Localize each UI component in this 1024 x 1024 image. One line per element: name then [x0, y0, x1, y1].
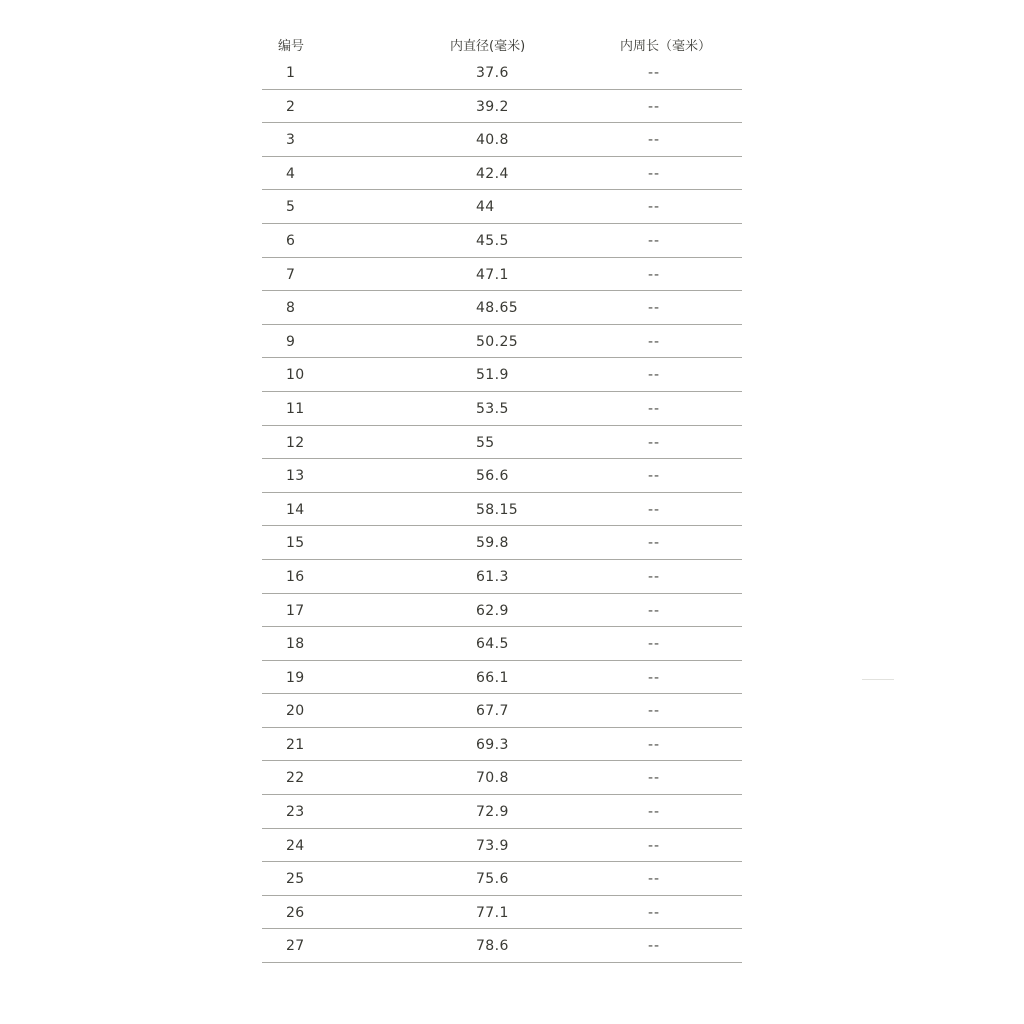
cell-number: 6: [286, 232, 296, 249]
cell-inner-circumference: --: [648, 266, 661, 283]
cell-inner-diameter: 37.6: [476, 65, 509, 81]
cell-number: 2: [286, 98, 296, 115]
table-row: [262, 728, 742, 762]
cell-inner-circumference: --: [648, 132, 661, 149]
header-number: 编号: [278, 39, 305, 54]
cell-inner-diameter: 75.6: [476, 871, 509, 888]
cell-number: 15: [286, 535, 305, 552]
table-row: [262, 661, 742, 695]
cell-inner-diameter: 77.1: [476, 904, 509, 921]
cell-inner-circumference: --: [648, 871, 661, 888]
table-row: [262, 258, 742, 292]
cell-inner-diameter: 39.2: [476, 98, 509, 115]
cell-number: 10: [286, 367, 305, 384]
table-row: [262, 224, 742, 258]
cell-inner-diameter: 44: [476, 199, 495, 216]
cell-inner-circumference: --: [648, 98, 661, 115]
table-row: [262, 694, 742, 728]
cell-inner-diameter: 45.5: [476, 232, 509, 249]
cell-inner-circumference: --: [648, 333, 661, 350]
cell-inner-circumference: --: [648, 199, 661, 216]
cell-inner-circumference: --: [648, 636, 661, 653]
cell-number: 13: [286, 468, 305, 485]
cell-inner-diameter: 56.6: [476, 468, 509, 485]
table-row: [262, 594, 742, 628]
table-row: [262, 761, 742, 795]
table-row: [262, 929, 742, 963]
table-row: [262, 526, 742, 560]
header-inner-circumference: 内周长（毫米）: [620, 39, 712, 54]
table-row: [262, 358, 742, 392]
cell-inner-circumference: --: [648, 938, 661, 955]
cell-number: 17: [286, 602, 305, 619]
cell-number: 19: [286, 669, 305, 686]
cell-number: 16: [286, 568, 305, 585]
cell-number: 14: [286, 501, 305, 518]
cell-inner-circumference: --: [648, 770, 661, 787]
cell-inner-circumference: --: [648, 837, 661, 854]
table-row: [262, 560, 742, 594]
cell-inner-circumference: --: [648, 434, 661, 451]
header-inner-diameter: 内直径(毫米): [450, 39, 526, 54]
cell-inner-diameter: 50.25: [476, 333, 519, 350]
cell-inner-circumference: --: [648, 804, 661, 821]
cell-number: 25: [286, 871, 305, 888]
cell-number: 23: [286, 804, 305, 821]
cell-inner-diameter: 70.8: [476, 770, 509, 787]
cell-inner-diameter: 69.3: [476, 736, 509, 753]
cell-inner-circumference: --: [648, 65, 661, 81]
cell-inner-circumference: --: [648, 165, 661, 182]
cell-inner-circumference: --: [648, 400, 661, 417]
cell-inner-diameter: 72.9: [476, 804, 509, 821]
table-body: [262, 56, 742, 963]
cell-number: 21: [286, 736, 305, 753]
cell-number: 7: [286, 266, 296, 283]
table-row: [262, 862, 742, 896]
table-row: [262, 896, 742, 930]
table-row: [262, 795, 742, 829]
table-row: [262, 392, 742, 426]
table-row: [262, 829, 742, 863]
cell-number: 24: [286, 837, 305, 854]
cell-inner-diameter: 64.5: [476, 636, 509, 653]
cell-inner-circumference: --: [648, 703, 661, 720]
cell-number: 1: [286, 65, 296, 81]
table-row: [262, 627, 742, 661]
cell-number: 22: [286, 770, 305, 787]
cell-inner-diameter: 42.4: [476, 165, 509, 182]
cell-inner-diameter: 58.15: [476, 501, 519, 518]
cell-inner-diameter: 62.9: [476, 602, 509, 619]
cell-inner-diameter: 40.8: [476, 132, 509, 149]
cell-inner-circumference: --: [648, 300, 661, 317]
cell-inner-diameter: 78.6: [476, 938, 509, 955]
cell-inner-diameter: 48.65: [476, 300, 519, 317]
cell-inner-circumference: --: [648, 669, 661, 686]
divider: [862, 679, 894, 680]
cell-number: 8: [286, 300, 296, 317]
cell-inner-diameter: 59.8: [476, 535, 509, 552]
cell-inner-diameter: 47.1: [476, 266, 509, 283]
cell-inner-circumference: --: [648, 535, 661, 552]
cell-inner-circumference: --: [648, 602, 661, 619]
cell-number: 26: [286, 904, 305, 921]
cell-inner-diameter: 53.5: [476, 400, 509, 417]
cell-inner-circumference: --: [648, 736, 661, 753]
cell-inner-diameter: 73.9: [476, 837, 509, 854]
table-row: [262, 157, 742, 191]
cell-number: 11: [286, 400, 305, 417]
cell-inner-diameter: 66.1: [476, 669, 509, 686]
cell-number: 20: [286, 703, 305, 720]
table-row: [262, 123, 742, 157]
ring-size-table: [262, 30, 742, 963]
table-row: [262, 56, 742, 90]
cell-number: 4: [286, 165, 296, 182]
cell-number: 5: [286, 199, 296, 216]
table-row: [262, 459, 742, 493]
cell-inner-diameter: 67.7: [476, 703, 509, 720]
table-row: [262, 493, 742, 527]
cell-inner-diameter: 55: [476, 434, 495, 451]
cell-number: 12: [286, 434, 305, 451]
cell-inner-circumference: --: [648, 568, 661, 585]
table-header: [262, 30, 742, 56]
cell-number: 18: [286, 636, 305, 653]
table-row: [262, 90, 742, 124]
cell-inner-circumference: --: [648, 904, 661, 921]
cell-number: 9: [286, 333, 296, 350]
table-row: [262, 325, 742, 359]
table-row: [262, 190, 742, 224]
cell-inner-circumference: --: [648, 232, 661, 249]
cell-inner-circumference: --: [648, 501, 661, 518]
table-row: [262, 426, 742, 460]
cell-inner-circumference: --: [648, 367, 661, 384]
cell-number: 3: [286, 132, 296, 149]
table-row: [262, 291, 742, 325]
cell-inner-circumference: --: [648, 468, 661, 485]
cell-inner-diameter: 51.9: [476, 367, 509, 384]
cell-inner-diameter: 61.3: [476, 568, 509, 585]
cell-number: 27: [286, 938, 305, 955]
